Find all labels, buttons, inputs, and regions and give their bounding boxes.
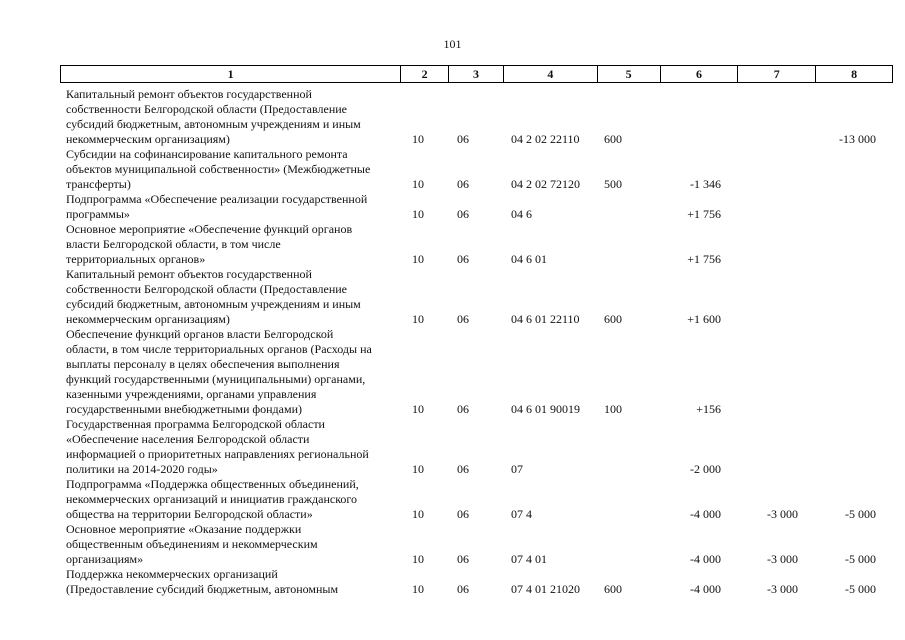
cell-c4: 04 2 02 72120 bbox=[511, 177, 580, 191]
description-line: объектов муниципальной собственности» (Межбюджетные bbox=[66, 162, 371, 176]
description-line: Основное мероприятие «Обеспечение функций органов bbox=[66, 222, 353, 236]
description-line: некоммерческих организаций и инициатив гражданского bbox=[66, 492, 358, 506]
header-col-7: 7 bbox=[738, 66, 816, 82]
row-description bbox=[66, 567, 398, 597]
header-col-3: 3 bbox=[449, 66, 504, 82]
description-line: Субсидии на софинансирование капитального ремонта bbox=[66, 147, 348, 161]
description-line: Основное мероприятие «Оказание поддержки bbox=[66, 522, 302, 536]
row-description bbox=[66, 522, 398, 567]
description-line: выплаты персоналу в целях обеспечения выполнения bbox=[66, 357, 340, 371]
description-line: некоммерческим организациям) bbox=[66, 132, 230, 146]
cell-c5: 600 bbox=[604, 132, 622, 146]
cell-c5: 500 bbox=[604, 177, 622, 191]
cell-c2: 10 bbox=[412, 462, 424, 476]
description-line: общественным объединениям и некоммерческим bbox=[66, 537, 318, 551]
cell-c6: +1 756 bbox=[687, 207, 721, 221]
cell-c4: 04 6 01 90019 bbox=[511, 402, 580, 416]
description-line: Капитальный ремонт объектов государственной bbox=[66, 87, 312, 101]
cell-c4: 07 bbox=[511, 462, 523, 476]
description-line: Поддержка некоммерческих организаций bbox=[66, 567, 278, 581]
cell-c4: 04 6 01 22110 bbox=[511, 312, 580, 326]
header-col-5: 5 bbox=[598, 66, 661, 82]
description-line: «Обеспечение населения Белгородской области bbox=[66, 432, 310, 446]
cell-c5: 600 bbox=[604, 582, 622, 596]
description-line: территориальных органов» bbox=[66, 252, 206, 266]
cell-c4: 04 6 bbox=[511, 207, 532, 221]
cell-c3: 06 bbox=[457, 552, 469, 566]
row-description bbox=[66, 327, 398, 417]
cell-c3: 06 bbox=[457, 402, 469, 416]
description-line: Подпрограмма «Поддержка общественных объединений, bbox=[66, 477, 359, 491]
header-col-1: 1 bbox=[61, 66, 401, 82]
cell-c7: -3 000 bbox=[767, 507, 798, 521]
cell-c6: +1 756 bbox=[687, 252, 721, 266]
cell-c3: 06 bbox=[457, 507, 469, 521]
cell-c8: -5 000 bbox=[845, 582, 876, 596]
cell-c7: -3 000 bbox=[767, 552, 798, 566]
cell-c6: +156 bbox=[696, 402, 721, 416]
cell-c2: 10 bbox=[412, 132, 424, 146]
cell-c6: -4 000 bbox=[690, 552, 721, 566]
description-line: собственности Белгородской области (Предоставление bbox=[66, 282, 347, 296]
description-line: (Предоставление субсидий бюджетным, автономным bbox=[66, 582, 339, 596]
cell-c2: 10 bbox=[412, 582, 424, 596]
row-description bbox=[66, 417, 398, 477]
cell-c3: 06 bbox=[457, 462, 469, 476]
cell-c7: -3 000 bbox=[767, 582, 798, 596]
description-line: области, в том числе территориальных органов (Расходы на bbox=[66, 342, 372, 356]
header-col-6: 6 bbox=[661, 66, 739, 82]
cell-c4: 04 2 02 22110 bbox=[511, 132, 580, 146]
row-description bbox=[66, 147, 398, 192]
description-line: казенными учреждениями, органами управления bbox=[66, 387, 317, 401]
page-number: 101 bbox=[443, 37, 462, 51]
header-col-4: 4 bbox=[504, 66, 598, 82]
cell-c2: 10 bbox=[412, 507, 424, 521]
cell-c3: 06 bbox=[457, 177, 469, 191]
row-description bbox=[66, 477, 398, 522]
description-line: трансферты) bbox=[66, 177, 131, 191]
row-description bbox=[66, 222, 398, 267]
description-line: Подпрограмма «Обеспечение реализации государственной bbox=[66, 192, 368, 206]
description-line: Обеспечение функций органов власти Белгородской bbox=[66, 327, 334, 341]
cell-c2: 10 bbox=[412, 312, 424, 326]
description-line: власти Белгородской области, в том числе bbox=[66, 237, 281, 251]
header-col-8: 8 bbox=[851, 67, 858, 81]
cell-c2: 10 bbox=[412, 402, 424, 416]
row-description bbox=[66, 267, 398, 327]
cell-c2: 10 bbox=[412, 552, 424, 566]
description-line: субсидий бюджетным, автономным учреждениям и иным bbox=[66, 117, 361, 131]
cell-c8: -5 000 bbox=[845, 507, 876, 521]
cell-c6: +1 600 bbox=[687, 312, 721, 326]
description-line: субсидий бюджетным, автономным учреждениям и иным bbox=[66, 297, 361, 311]
cell-c3: 06 bbox=[457, 207, 469, 221]
row-description bbox=[66, 87, 398, 147]
cell-c8: -5 000 bbox=[845, 552, 876, 566]
description-line: программы» bbox=[66, 207, 130, 221]
description-line: функций государственными (муниципальными) органами, bbox=[66, 372, 366, 386]
description-line: информацией о приоритетных направлениях региональной bbox=[66, 447, 369, 461]
cell-c6: -4 000 bbox=[690, 507, 721, 521]
description-line: Капитальный ремонт объектов государственной bbox=[66, 267, 312, 281]
description-line: Государственная программа Белгородской области bbox=[66, 417, 325, 431]
description-line: некоммерческим организациям) bbox=[66, 312, 230, 326]
cell-c3: 06 bbox=[457, 312, 469, 326]
cell-c2: 10 bbox=[412, 177, 424, 191]
header-col-2: 2 bbox=[401, 66, 449, 82]
cell-c6: -1 346 bbox=[690, 177, 721, 191]
cell-c4: 07 4 01 bbox=[511, 552, 547, 566]
description-line: организациям» bbox=[66, 552, 144, 566]
cell-c3: 06 bbox=[457, 252, 469, 266]
cell-c3: 06 bbox=[457, 132, 469, 146]
cell-c6: -4 000 bbox=[690, 582, 721, 596]
description-line: политики на 2014-2020 годы» bbox=[66, 462, 218, 476]
cell-c3: 06 bbox=[457, 582, 469, 596]
row-description bbox=[66, 192, 398, 222]
description-line: общества на территории Белгородской области» bbox=[66, 507, 313, 521]
cell-c4: 07 4 bbox=[511, 507, 532, 521]
cell-c5: 600 bbox=[604, 312, 622, 326]
cell-c2: 10 bbox=[412, 252, 424, 266]
cell-c2: 10 bbox=[412, 207, 424, 221]
cell-c5: 100 bbox=[604, 402, 622, 416]
table-header bbox=[60, 65, 893, 83]
cell-c6: -2 000 bbox=[690, 462, 721, 476]
cell-c4: 07 4 01 21020 bbox=[511, 582, 580, 596]
description-line: собственности Белгородской области (Предоставление bbox=[66, 102, 347, 116]
description-line: государственными внебюджетными фондами) bbox=[66, 402, 303, 416]
cell-c8: -13 000 bbox=[839, 132, 876, 146]
cell-c4: 04 6 01 bbox=[511, 252, 547, 266]
